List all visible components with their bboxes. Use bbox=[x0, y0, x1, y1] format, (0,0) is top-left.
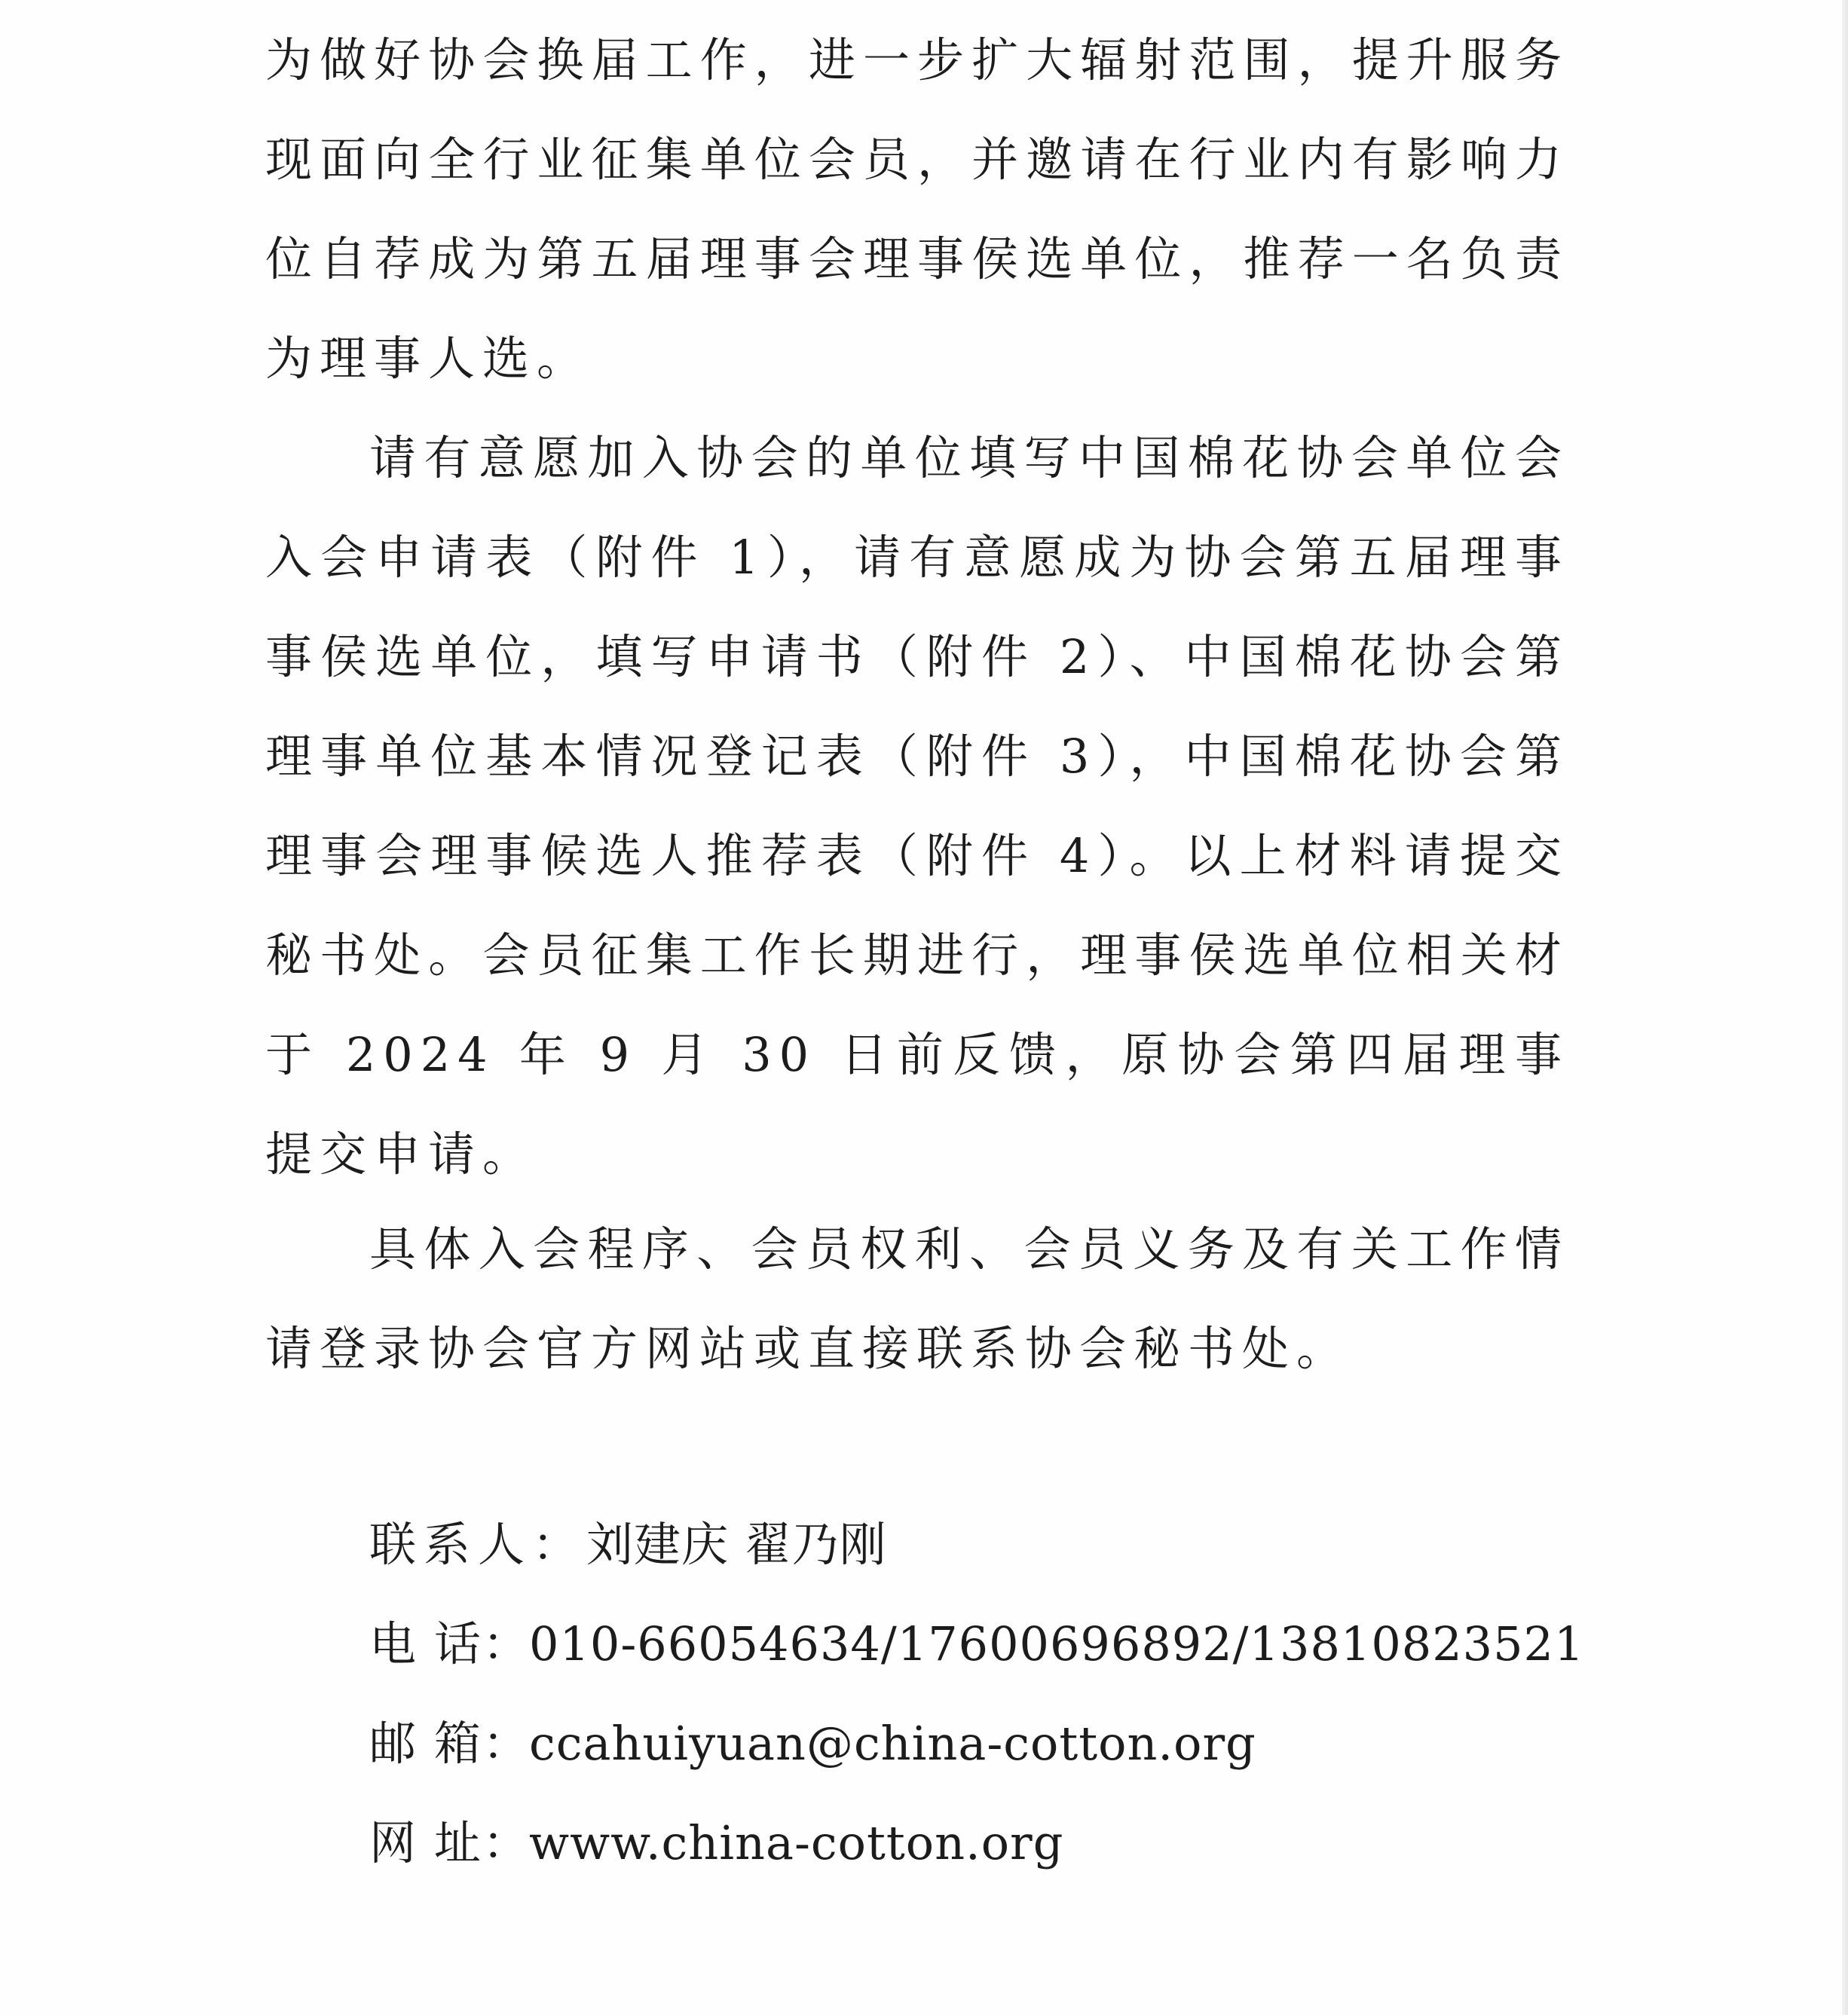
paragraph-line: 为做好协会换届工作，进一步扩大辐射范围，提升服务 bbox=[265, 32, 1569, 87]
contact-email-value: ccahuiyuan@china-cotton.org bbox=[529, 1716, 1256, 1771]
paragraph-line: 请登录协会官方网站或直接联系协会秘书处。 bbox=[265, 1321, 1351, 1376]
contact-web-value: www.china-cotton.org bbox=[529, 1815, 1064, 1870]
paragraph-line: 请有意愿加入协会的单位填写中国棉花协会单位会 bbox=[369, 430, 1569, 485]
paragraph-line: 理事单位基本情况登记表（附件 3），中国棉花协会第 bbox=[265, 729, 1569, 784]
paragraph-line: 理事会理事候选人推荐表（附件 4）。以上材料请提交 bbox=[265, 828, 1569, 883]
contact-web-label: 网 址： bbox=[369, 1815, 529, 1870]
paragraph-2 bbox=[265, 408, 1569, 1204]
contact-email-label: 邮 箱： bbox=[369, 1716, 529, 1771]
contact-phone-value: 010-66054634/17600696892/13810823521 bbox=[529, 1616, 1585, 1671]
paragraph-line: 为理事人选。 bbox=[265, 331, 592, 386]
paragraph-line: 于 2024 年 9 月 30 日前反馈，原协会第四届理事 bbox=[265, 1027, 1569, 1082]
paragraph-line: 提交申请。 bbox=[265, 1127, 537, 1182]
paragraph-line: 秘书处。会员征集工作长期进行，理事侯选单位相关材 bbox=[265, 928, 1569, 983]
contact-web-row bbox=[369, 1793, 1584, 1893]
contact-person-label: 联系人： bbox=[369, 1517, 587, 1572]
paragraph-line: 具体入会程序、会员权利、会员义务及有关工作情 bbox=[369, 1222, 1569, 1277]
contact-email-row bbox=[369, 1694, 1584, 1793]
paragraph-line: 入会申请表（附件 1），请有意愿成为协会第五届理事 bbox=[265, 530, 1569, 585]
contact-phone-row bbox=[369, 1595, 1584, 1694]
contact-phone-label: 电 话： bbox=[369, 1616, 529, 1671]
scan-edge-shadow bbox=[1842, 0, 1848, 2015]
paragraph-line: 事侯选单位，填写申请书（附件 2）、中国棉花协会第 bbox=[265, 629, 1569, 684]
paragraph-3 bbox=[265, 1200, 1569, 1399]
contact-block bbox=[369, 1495, 1584, 1893]
contact-person-row bbox=[369, 1495, 1584, 1595]
paragraph-line: 位自荐成为第五届理事会理事侯选单位，推荐一名负责 bbox=[265, 231, 1569, 286]
paragraph-line: 现面向全行业征集单位会员，并邀请在行业内有影响力 bbox=[265, 132, 1569, 187]
paragraph-1 bbox=[265, 11, 1569, 408]
contact-person-value: 刘建庆 翟乃刚 bbox=[586, 1517, 887, 1572]
